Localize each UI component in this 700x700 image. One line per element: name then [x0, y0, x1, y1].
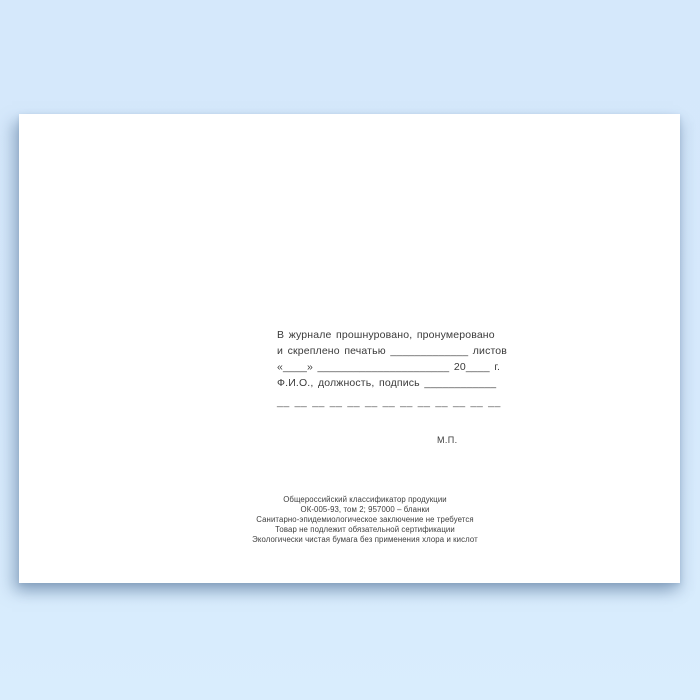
footer-line-sanitary: Санитарно-эпидемиологическое заключение не требуется	[256, 515, 474, 524]
journal-back-cover-page	[19, 114, 680, 583]
footer-line-classifier: Общероссийский классификатор продукции	[283, 495, 447, 504]
footer-line-certification: Товар не подлежит обязательной сертификации	[275, 525, 455, 534]
certification-cut-line: __ __ __ __ __ __ __ __ __ __ __ __ __	[277, 396, 501, 408]
certification-line-1: В журнале прошнуровано, пронумеровано	[277, 329, 495, 341]
certification-block	[277, 327, 508, 410]
footer-classifier-block	[252, 495, 478, 545]
certification-line-4: Ф.И.О., должность, подпись ____________	[277, 377, 497, 389]
footer-line-ok-code: ОК-005-93, том 2; 957000 – бланки	[300, 505, 430, 514]
certification-line-2: и скреплено печатью _____________ листов	[277, 345, 508, 357]
seal-place-mark: М.П.	[437, 435, 458, 445]
footer-line-ecology: Экологически чистая бумага без применения хлора и кислот	[252, 535, 478, 544]
certification-line-3: «____» ______________________ 20____ г.	[277, 361, 501, 373]
